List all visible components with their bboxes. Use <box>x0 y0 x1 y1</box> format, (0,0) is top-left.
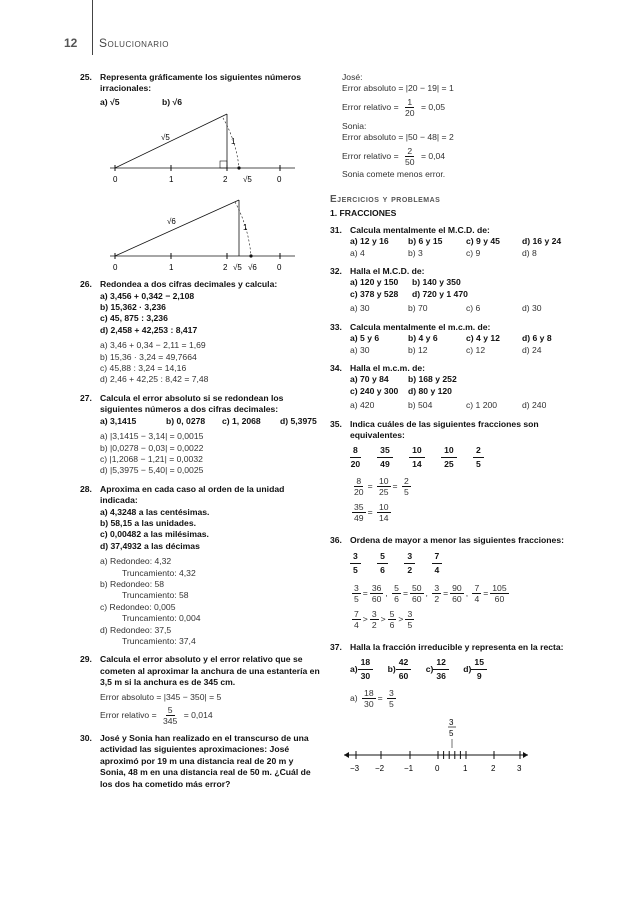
question-25: 25. Representa gráficamente los siguientes números irracionales: a) √5 b) √6 <box>80 72 302 107</box>
question-27: 27. Calcula el error absoluto si se redondean los siguientes números a dos cifras decimales: a) 3,1415 b) 0, 0278 c) 1, 2068 d) 5,3975 a) |3,1415 − 3,14| = 0,0015 b) |0,0278 − 0,03| = 0,0022 c) |1,2068 − 1,21| = 0,0032 d) |5,3975 − 5,40| = 0,0025 <box>80 392 317 476</box>
sqrt5-figure <box>105 110 325 188</box>
question-35: 35. Indica cuáles de las siguientes fracciones son equivalentes: $\frac{8}{20}$ $\frac{35}{49}$ $\frac{10}{14}$ $\frac{10}{25}$ $\frac{2}{5}$ $\frac{8}{20}$ = $\frac{10}{25}$ = $\frac{2}{5}$ $\frac{35}{49}$ = $\frac{10}{14}$ <box>330 418 539 524</box>
header-divider <box>92 0 93 55</box>
q30-solution: José: Error absoluto = |20 − 19| = 1 Error relativo = $\frac{1}{20}$ = 0,05 Sonia: Error absoluto = |50 − 48| = 2 Error relativo = $\frac{2}{50}$ = 0,04 Sonia comete menos error. <box>342 72 454 179</box>
question-32: 32. Halla el M.C.D. de: a) 120 y 150 b) 140 y 350 c) 378 y 528 d) 720 y 1 470 a) 30 b) 70 c) 6 d) 30 <box>330 266 542 314</box>
svg-text:5: 5 <box>449 729 454 739</box>
fractions-heading: 1. FRACCIONES <box>330 208 397 219</box>
svg-text:2: 2 <box>491 764 496 774</box>
svg-text:√6: √6 <box>248 263 257 273</box>
svg-text:1: 1 <box>463 764 468 774</box>
svg-text:−2: −2 <box>375 764 385 774</box>
question-29: 29. Calcula el error absoluto y el error relativo que se cometen al aproximar la anchura de una estantería en 3,5 m si la anchura es de 345 cm. Error absoluto = |345 − 350| = 5 Error relativo = $\frac{5}{345}$ = 0,014 <box>80 654 320 727</box>
svg-text:1: 1 <box>169 175 174 185</box>
left-column <box>80 72 320 790</box>
fig1-hyp: √5 <box>161 133 170 143</box>
question-26: 26. Redondea a dos cifras decimales y calcula: a) 3,456 + 0,342 − 2,108 b) 15,362 · 3,236 c) 45, 875 : 3,236 d) 2,458 + 42,253 : 8,417 a) 3,46 + 0,34 − 2,11 = 1,69 b) 15,36 · 3,24 = 49,7664 c) 45,88 : 3,24 = 14,16 d) 2,46 + 42,25 : 8,42 = 7,48 <box>80 279 278 385</box>
fig2-leg: 1 <box>243 223 248 233</box>
page-header <box>0 0 639 60</box>
page-number: 12 <box>64 36 78 50</box>
svg-text:0: 0 <box>113 175 118 185</box>
sqrt6-figure <box>105 194 325 272</box>
fig2-hyp: √6 <box>167 217 176 227</box>
question-28: 28. Aproxima en cada caso al orden de la unidad indicada: a) 4,3248 a las centésimas. b) 58,15 a las unidades. c) 0,00482 a las milésimas. d) 37,4932 a las décimas a) Redondeo: 4,32 Truncamiento: 4,32 b) Redondeo: 58 Truncamiento: 58 c) Redondeo: 0,005 Truncamiento: 0,004 d) Redondeo: 37,5 Truncamiento: 37,4 <box>80 483 285 646</box>
right-column <box>330 72 575 791</box>
svg-text:0: 0 <box>113 263 118 273</box>
svg-text:√5: √5 <box>243 175 252 185</box>
question-30: 30. José y Sonia han realizado en el transcurso de una actividad las siguientes aproximaciones: José aproximó por 19 m una distancia real de 20 m y Sonia, 48 m en una distancia real de 50 m. ¿Cuál de los dos ha cometido más error? <box>80 733 311 789</box>
svg-text:0: 0 <box>435 764 440 774</box>
question-36: 36. Ordena de mayor a menor las siguientes fracciones: $\frac{3}{5}$ $\frac{5}{6}$ $\frac{3}{2}$ $\frac{7}{4}$ $\frac{3}{5}$ = $\frac{36}{60}$ , $\frac{5}{6}$ = $\frac{50}{60}$ , $\frac{3}{2}$ = $\frac{90}{60}$ , $\frac{7}{4}$ = $\frac{105}{60}$ $\frac{7}{4}$ > $\frac{3}{2}$ > $\frac{5}{6}$ > $\frac{3}{5}$ <box>330 535 564 630</box>
svg-text:−3: −3 <box>350 764 360 774</box>
number-line <box>336 711 566 791</box>
exercises-heading: Ejercicios y problemas <box>330 194 441 206</box>
svg-text:−1: −1 <box>404 764 414 774</box>
question-37: 37. Halla la fracción irreducible y representa en la recta: a) $\frac{18}{30}$ b) $\frac{42}{60}$ c) $\frac{12}{36}$ d) $\frac{15}{9}$ a) $\frac{18}{30}$ = $\frac{3}{5}$ <box>330 641 564 710</box>
q25-b: b) √6 <box>162 96 182 107</box>
section-title: Solucionario <box>99 36 170 50</box>
svg-text:2: 2 <box>223 175 228 185</box>
svg-text:0: 0 <box>277 175 282 185</box>
q25-a: a) √5 <box>100 96 120 107</box>
svg-text:1: 1 <box>169 263 174 273</box>
question-33: 33. Calcula mentalmente el m.c.m. de: a) 5 y 6 b) 4 y 6 c) 4 y 12 d) 6 y 8 a) 30 b) 12 c) 12 d) 24 <box>330 321 552 355</box>
svg-text:3: 3 <box>449 718 454 728</box>
svg-text:0: 0 <box>277 263 282 273</box>
question-34: 34. Halla el m.c.m. de: a) 70 y 84 b) 168 y 252 c) 240 y 300 d) 80 y 120 a) 420 b) 504 c) 1 200 d) 240 <box>330 362 547 411</box>
svg-text:3: 3 <box>517 764 522 774</box>
svg-text:√5: √5 <box>233 263 242 273</box>
fig1-leg: 1 <box>231 137 236 147</box>
question-31: 31. Calcula mentalmente el M.C.D. de: a) 12 y 16 b) 6 y 15 c) 9 y 45 d) 16 y 24 a) 4 b) 3 c) 9 d) 8 <box>330 224 562 258</box>
svg-text:2: 2 <box>223 263 228 273</box>
